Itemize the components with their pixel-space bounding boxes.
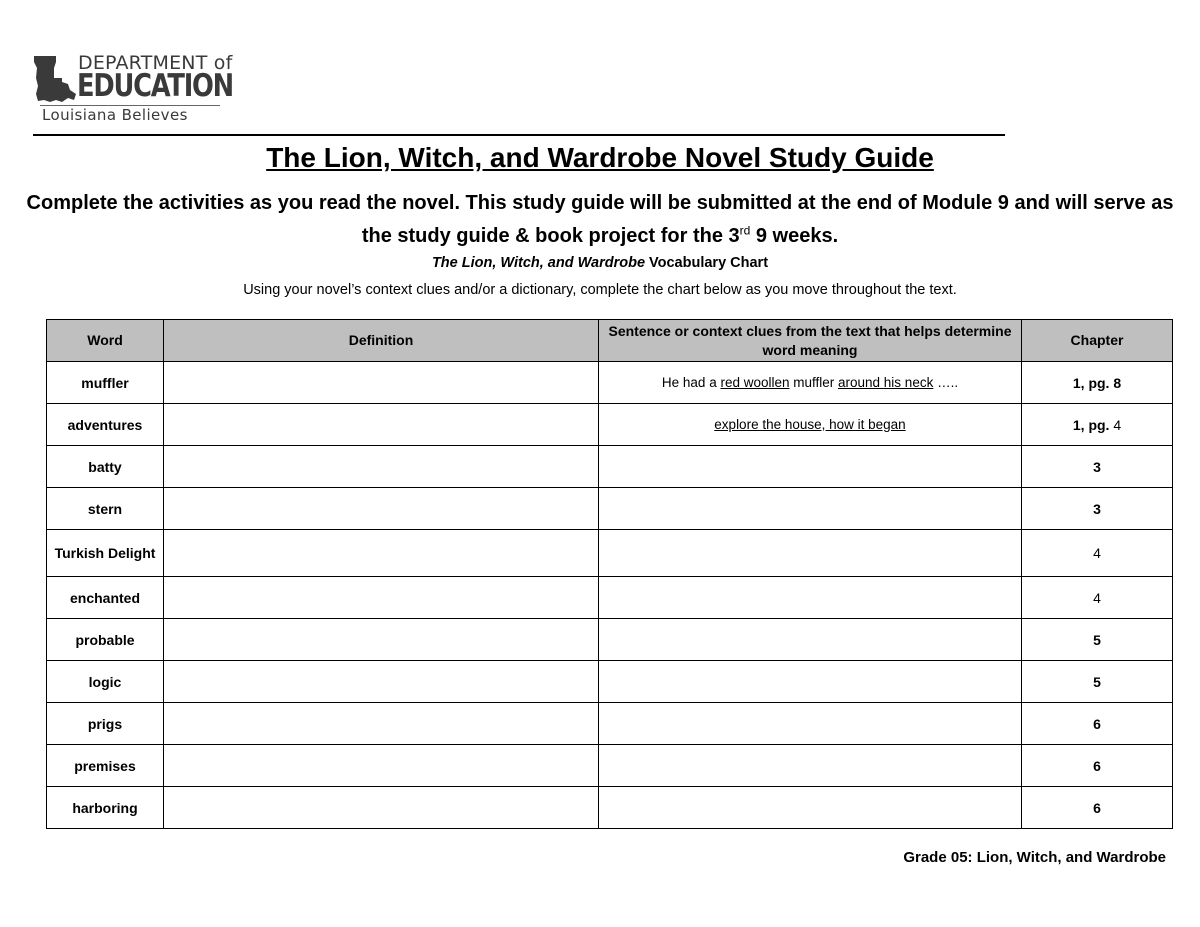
chapter-bold-part: 1, pg. [1072,416,1110,433]
table-row [47,703,1173,745]
sentence-cell[interactable] [599,787,1022,829]
logo-line-education: EDUCATION [77,68,233,104]
definition-cell[interactable] [164,619,599,661]
header-chapter: Chapter [1022,320,1173,362]
intro-text-part2: 9 weeks. [750,225,839,247]
chapter-cell: 6 [1022,745,1173,787]
chapter-cell [1022,404,1173,446]
header-rule [33,134,1005,136]
sentence-cell[interactable] [599,577,1022,619]
table-row [47,530,1173,577]
sentence-cell[interactable] [599,446,1022,488]
table-row [47,362,1173,404]
page-title: The Lion, Witch, and Wardrobe Novel Study Guide [266,142,934,173]
intro-text-part1: Complete the activities as you read the novel. This study guide will be submitted at the end of Module 9 and will serve as the study guide & book project for the 3 [26,192,1174,247]
louisiana-state-icon [32,54,80,104]
table-row [47,787,1173,829]
chapter-cell: 6 [1022,703,1173,745]
sentence-fragment: muffler [789,374,839,390]
sentence-cell[interactable] [599,619,1022,661]
chapter-cell: 6 [1022,787,1173,829]
page-footer: Grade 05: Lion, Witch, and Wardrobe [903,849,1166,866]
chapter-cell: 4 [1022,577,1173,619]
word-cell: stern [47,488,164,530]
word-cell: enchanted [47,577,164,619]
subtitle-book-title: The Lion, Witch, and Wardrobe [431,255,646,271]
word-cell: logic [47,661,164,703]
word-cell: harboring [47,787,164,829]
vocabulary-table [46,319,1173,829]
table-row [47,619,1173,661]
sentence-underlined: red woollen [720,374,790,390]
chapter-cell: 1, pg. 8 [1022,362,1173,404]
header-word: Word [47,320,164,362]
definition-cell[interactable] [164,404,599,446]
sentence-fragment: He had a [661,374,721,390]
logo-tagline: Louisiana Believes [42,106,188,124]
intro-paragraph [20,187,1180,253]
sentence-cell[interactable] [599,661,1022,703]
sentence-cell[interactable] [599,745,1022,787]
header-definition: Definition [164,320,599,362]
logo-line-department: DEPARTMENT of [78,52,233,74]
word-cell: prigs [47,703,164,745]
table-row [47,745,1173,787]
word-cell: premises [47,745,164,787]
word-cell: adventures [47,404,164,446]
sentence-cell[interactable] [599,362,1022,404]
chapter-cell: 4 [1022,530,1173,577]
sentence-cell[interactable] [599,404,1022,446]
sentence-cell[interactable] [599,488,1022,530]
definition-cell[interactable] [164,362,599,404]
table-row [47,446,1173,488]
definition-cell[interactable] [164,488,599,530]
sentence-underlined: explore the house, how it began [714,416,906,432]
chapter-cell: 5 [1022,661,1173,703]
table-row [47,661,1173,703]
chapter-plain-part: 4 [1109,416,1122,433]
sentence-fragment: ….. [933,374,959,390]
definition-cell[interactable] [164,745,599,787]
chapter-cell: 3 [1022,446,1173,488]
definition-cell[interactable] [164,577,599,619]
definition-cell[interactable] [164,661,599,703]
word-cell: batty [47,446,164,488]
word-cell: probable [47,619,164,661]
table-row [47,488,1173,530]
header-sentence: Sentence or context clues from the text that helps determine word meaning [599,320,1022,362]
definition-cell[interactable] [164,787,599,829]
chapter-cell: 3 [1022,488,1173,530]
sentence-underlined: around his neck [838,374,934,390]
department-of-education-logo [32,52,232,130]
intro-superscript: rd [739,223,751,238]
sentence-cell[interactable] [599,530,1022,577]
chart-instructions: Using your novel’s context clues and/or a dictionary, complete the chart below as you move throughout the text. [243,282,957,298]
table-row [47,404,1173,446]
definition-cell[interactable] [164,703,599,745]
subtitle-rest: Vocabulary Chart [645,255,769,271]
chapter-cell: 5 [1022,619,1173,661]
sentence-cell[interactable] [599,703,1022,745]
word-cell: muffler [47,362,164,404]
table-row [47,577,1173,619]
table-header-row [47,320,1173,362]
definition-cell[interactable] [164,530,599,577]
chart-subtitle [0,255,1200,271]
definition-cell[interactable] [164,446,599,488]
word-cell: Turkish Delight [47,530,164,577]
